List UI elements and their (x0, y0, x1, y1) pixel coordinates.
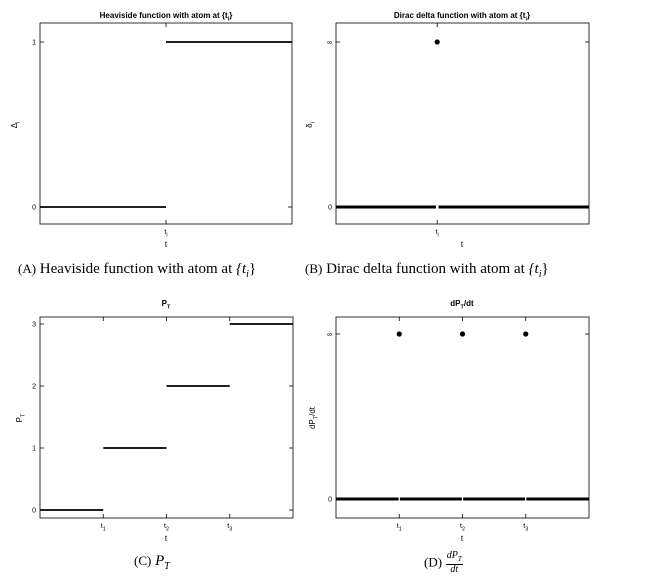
x-axis-label-d: t (460, 534, 464, 543)
axes-box-b (336, 23, 589, 224)
caption-d (424, 551, 463, 575)
caption-d-fraction: $\frac{dP_T}{dt}$ (446, 550, 462, 575)
y-tick-label-c-0: 0 (32, 507, 36, 515)
caption-b-label: (B) (305, 261, 323, 276)
series-point-d-1 (460, 331, 465, 336)
axes-box-c (40, 317, 293, 518)
series-point-d-2 (523, 331, 528, 336)
caption-d-label: (D) (424, 554, 443, 570)
chart-title-b: Dirac delta function with atom at $\{t_i\}$ (393, 11, 531, 23)
y-axis-label-d: $dP_T/dt$ (308, 406, 320, 430)
axes-box-d (336, 317, 589, 518)
y-tick-label-d-0: 0 (328, 496, 332, 504)
y-tick-label-c-3: 3 (32, 321, 36, 329)
y-tick-label-b-0: 0 (328, 204, 332, 212)
x-axis-label-c: t (164, 534, 168, 543)
x-tick-label-c-1: $t_2$ (163, 523, 170, 533)
series-point-b-0 (435, 39, 440, 44)
y-tick-label-c-2: 2 (32, 383, 36, 391)
x-tick-label-d-1: $t_2$ (459, 523, 466, 533)
chart-title-c: $P_T$ (161, 299, 171, 311)
caption-b (305, 261, 549, 280)
x-tick-label-d-0: $t_1$ (396, 523, 402, 533)
x-tick-label-d-2: $t_3$ (523, 523, 529, 533)
caption-c-label: (C) (134, 553, 152, 568)
x-axis-label-a: t (164, 240, 168, 249)
x-tick-label-a-0: $t_i$ (164, 229, 168, 239)
axes-box-a (40, 23, 292, 224)
caption-b-math: $\{t_i\}$ (528, 261, 549, 280)
y-axis-label-b: $\delta_i$ (305, 122, 317, 128)
y-axis-label-a: $\Delta_i$ (10, 121, 22, 129)
x-tick-label-c-2: $t_3$ (227, 523, 233, 533)
chart-title-a: Heaviside function with atom at $\{t_i\}$ (99, 11, 233, 23)
caption-a-math: $\{t_i\}$ (236, 261, 257, 280)
chart-title-d: $dP_T/dt$ (450, 299, 474, 311)
caption-a (18, 261, 256, 280)
y-tick-label-b-1: ∞ (327, 39, 332, 47)
y-axis-label-c: $P_T$ (15, 413, 27, 423)
x-axis-label-b: t (460, 240, 464, 249)
y-tick-label-d-1: ∞ (327, 331, 332, 339)
y-tick-label-a-0: 0 (32, 204, 36, 212)
y-tick-label-a-1: 1 (32, 39, 36, 47)
y-tick-label-c-1: 1 (32, 445, 36, 453)
caption-a-label: (A) (18, 261, 37, 276)
caption-b-text: Dirac delta function with atom at (326, 261, 525, 277)
caption-c-math: $P_T$ (155, 553, 170, 572)
caption-a-text: Heaviside function with atom at (39, 261, 233, 277)
series-point-d-0 (397, 331, 402, 336)
caption-c (134, 553, 170, 572)
x-tick-label-c-0: $t_1$ (100, 523, 106, 533)
x-tick-label-b-0: $t_i$ (435, 229, 439, 239)
